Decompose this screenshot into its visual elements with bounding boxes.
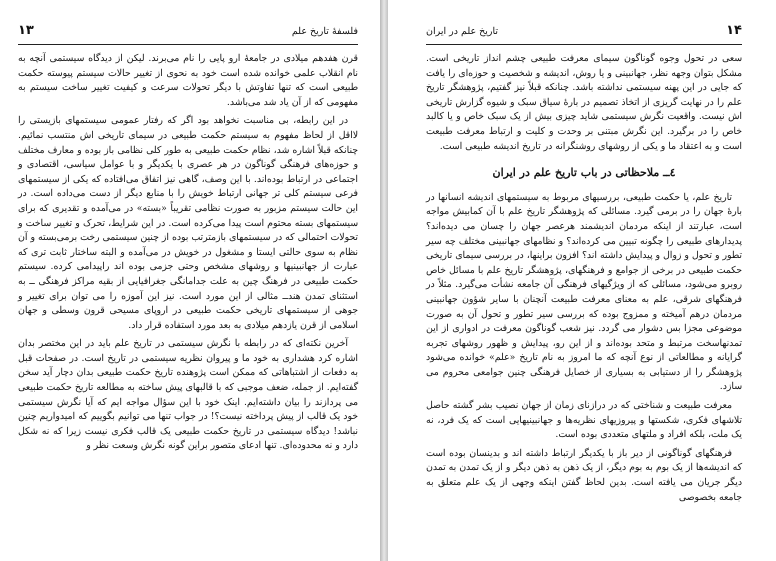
left-page-header [18, 23, 358, 42]
right-paragraph-2: معرفت طبیعت و شناختی که در درازنای زمان از جهان نصیب بشر گشته حاصل تلاشهای فکری، شکستها و پیروزیهای نظریه‌ها و جهانبینیهایی است که یک فرد، نه یک ملت، بلکه افراد و ملتهای متعددی بوده است. [426, 400, 742, 441]
right-page-body [426, 52, 742, 509]
right-running-title: تاریخ علم در ایران [426, 26, 499, 37]
left-page-body [18, 52, 358, 458]
left-paragraph-2: در این رابطه، بی مناسبت نخواهد بود اگر که رفتار عمومی سیستمهای بازیستی را لااقل از لحاظ مفهوم به سیستم حکمت طبیعی در سیمای تاریخی اش منتسب نمائیم. چنانکه قبلاً اشاره شد، نظام حکمت طبیعی به طور کلی نظامی باز بوده و معارف مختلف و حوزه‌های فرهنگی گوناگون در هر عصری با یکدیگر و با عوامل سیاسی، اقتصادی و اجتماعی در ارتباط بوده‌اند. با این وصف، گاهی نیز اتفاق می‌افتاده که یکی از سیستمهای فرعی سیستم کلی تر جهانی ارتباط خویش را با منابع دیگر از دست می‌داده است. در این حالت سیستم مزبور به صورت نظامی تقریباً «بسته» در می‌آمده و تقدیری که برای سیستمهای بسته محتوم است پیدا می‌کرده است. در این شرایط، تحرک و تغییر ساخت و تحولات احتمالی که در سیستمهای بازمترتب بوده از چنین سیستمی رخت برمی‌بسته و آن نظام به سوی حالتی ایستا و مشغول در خویش در می‌آمده و البته ساختار ثابت تری که عبارت از جهانبینیها و روشهای مشخص وحتی جزمی بوده اند راپیدامی کرده. سیستم حکمت طبیعی در فرهنگ چین به علت جدامانگی جغرافیایی از بقیه مراکز فرهنگی ــ به استثنای تمدن هندــ مثالی از این مورد است. نیز این آموزه را می توان برای تغییر و جوهی از سیستمهای تاریخی حکمت طبیعی در اروپای مسیحی قرون وسطی و جهان اسلامی از قرن یازدهم میلادی به بعد مورد استفاده قرار داد. [18, 115, 358, 331]
right-page-header [426, 23, 742, 42]
left-page [0, 0, 380, 561]
section-heading: ٤ــ ملاحظاتی در باب تاریخ علم در ایران [492, 166, 676, 180]
book-gutter [380, 0, 388, 561]
right-page [388, 0, 776, 561]
left-paragraph-3: آخرین نکته‌ای که در رابطه با نگرش سیستمی در تاریخ علم باید در این مختصر بدان اشاره کرد هشداری به خود ما و پیروان نظریه سیستمی در تاریخ است. در صفحات قبل به دفعات از اشتباهاتی که ممکن است پژوهنده تاریخ حکمت طبیعی بدان دچار آید سخن گفته‌ایم. از جمله، ضعف موجبی که با قالبهای پیش ساخته به مطالعه تاریخ حکمت طبیعی می پردازند را بیان داشته‌ایم. اینک خود با این سؤال مواجه ایم که آیا نگرش سیستمی خود یک قالب از پیش پرداخته نیست؟! در جواب تنها می توانیم بگوییم که امیدواریم چنین نباشد! دیدگاه سیستمی در تاریخ حکمت طبیعی یک قالب فکری نیست زیرا که نه شکل دارد و نه محدوده‌ای. تنها ادعای متصور براین گونه نگرش وسعت نظر و [18, 338, 358, 452]
left-page-number: ۱۳ [18, 23, 34, 38]
right-paragraph-1: تاریخ علم، یا حکمت طبیعی، بررسیهای مربوط به سیستمهای اندیشه انسانها در بارهٔ جهان را در برمی گیرد. مسائلی که پژوهشگر تاریخ علم با آن کمابیش مواجه است، عبارتند از اینکه مردمان اندیشمند هرعصر جهان را چسان می دیده‌اند؟ پدیدارهای طبیعی را چگونه تبیین می کرده‌اند؟ و نظامهای جهانبینی مختلف چه سیر تطور و تحول و زوال و پیدایش داشته اند؟ افزون براینها، در بررسی سیمای تاریخی حکمت طبیعی در برخی از جوامع و فرهنگهای، پژوهشگر تاریخ علم با مسائل خاص روبرو می‌شود، مسائلی که از ویژگیهای فرهنگی آن جامعه نشأت می‌گیرد. مثلاً در فرهنگهای شرقی، علم به معنای معرفت طبیعت آنچنان با سایر شؤون جهانبینی مردمان درهم آمیخته و ممزوج بوده که بررسی سیر تطور و تحول آن به صورت موضوعی مجزا بس دشوار می گردد. نیز شعب گوناگون معرفت در ادواری از این تمدنهاسخت مرتبط و متحد بوده‌اند و از این رو، پیدایش و ظهور روشهای تجربه گرایانه و مطالعاتی از نوع آنچه که ما امروز به نام تاریخ «علم» خوانده می‌شود پژوهشگر را از دستیابی به بسیاری از خصایل فرهنگی چنین جوامعی محروم می سازد. [426, 191, 742, 393]
left-header-rule [18, 44, 358, 45]
right-header-rule [426, 44, 742, 45]
left-running-title: فلسفهٔ تاریخ علم [291, 26, 358, 37]
right-paragraph-3: فرهنگهای گوناگونی از دیر باز با یکدیگر ارتباط داشته اند و بدینسان بوده است که اندیشه‌ها از یک بوم به بوم دیگر، از یک ذهن به ذهن دیگر و از یک تمدن به تمدن دیگر جریان می یافته است. بدین لحاظ گفتن اینکه وجهی از یک علم متعلق به جامعه بخصوصی [426, 447, 742, 503]
left-paragraph-1: قرن هفدهم میلادی در جامعهٔ ارو پایی را نام می‌برند. لیکن از دیدگاه سیستمی آنچه به نام انقلاب علمی خوانده شده است خود به نحوی از تغییر حالات سیستم پیوسته حکمت طبیعی است که تنها تفاوتش با دیگر تحولات سرعت و کیفیت تغییر ساخت سیستم به مفهومی که از آن یاد شد می‌باشد. [18, 53, 358, 108]
right-paragraph-intro: سعی در تحول وجوه گوناگون سیمای معرفت طبیعی چشم انداز تاریخی است. مشکل بتوان وجهه نظر، جهانبینی و یا روش، اندیشه و شخصیت و حوزه‌ای را یافت که جایی در این پهنه سیستمی نداشته باشد. چنانکه قبلاً نیز گفتیم، پژوهشگر تاریخ علم را در نهایت گریزی از اتخاذ تصمیم در بارهٔ سیاق سبک و شیوه گزارش تاریخی اش نیست. واقعیت نگرش سیستمی شاید چیزی بیش از یک سبک خاص و یا کالبد خاص را در برگیرد. این نگرش مبتنی بر وحدت و کلیت و ارتباط معرفت طبیعت است و به اعتقاد ما و یکی از روشهای روشنگرانه در تاریخ اندیشه طبیعی است. [426, 53, 742, 152]
right-page-number: ۱۴ [726, 23, 742, 38]
